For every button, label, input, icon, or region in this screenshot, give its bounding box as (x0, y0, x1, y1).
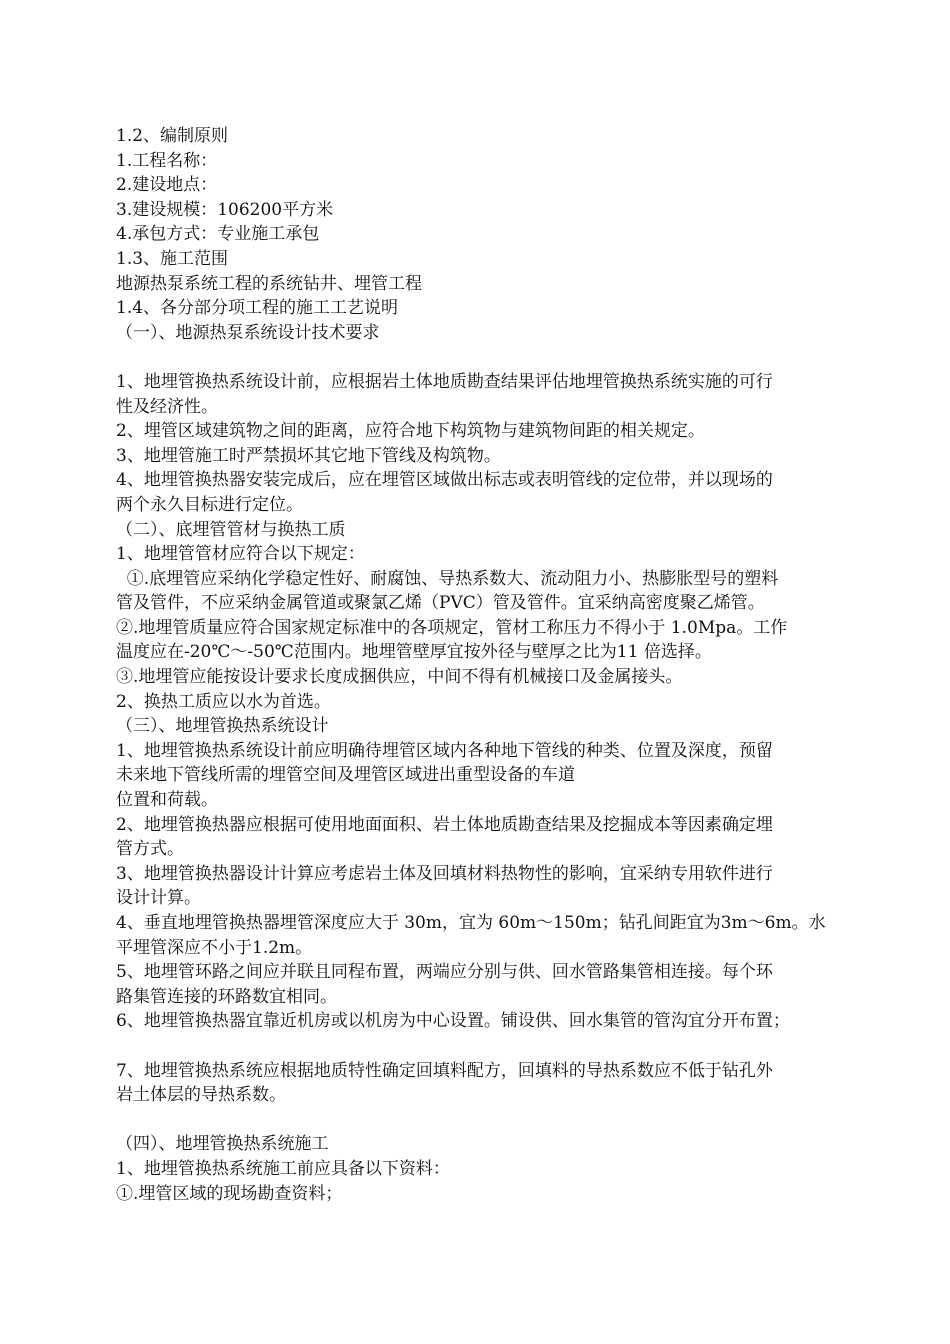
text-line: 未来地下管线所需的埋管空间及埋管区域进出重型设备的车道 (116, 765, 575, 786)
text-line: 1、地埋管管材应符合以下规定： (116, 544, 365, 565)
text-line: 4、地埋管换热器安装完成后，应在埋管区域做出标志或表明管线的定位带，并以现场的 (116, 470, 773, 491)
blank-line (116, 1034, 886, 1059)
subsection-heading-3: （三）、地埋管换热系统设计 (116, 716, 329, 737)
text-line: 2、地埋管换热器应根据可使用地面面积、岩土体地质勘查结果及挖掘成本等因素确定埋 (116, 814, 773, 835)
text-line: 3.建设规模：106200平方米 (116, 199, 334, 220)
text-line: ①.埋管区域的现场勘查资料； (116, 1183, 343, 1204)
text-line: 岩土体层的导热系数。 (116, 1085, 286, 1106)
text-line: 7、地埋管换热系统应根据地质特性确定回填料配方，回填料的导热系数应不低于钻孔外 (116, 1060, 773, 1081)
text-line: 1、地埋管换热系统施工前应具备以下资料： (116, 1158, 450, 1179)
text-line: 1、地埋管换热系统设计前，应根据岩土体地质勘查结果评估地埋管换热系统实施的可行 (116, 371, 773, 392)
blank-line (116, 345, 886, 370)
text-line: 6、地埋管换热器宜靠近机房或以机房为中心设置。铺设供、回水集管的管沟宜分开布置； (116, 1011, 790, 1032)
text-line: 2.建设地点： (116, 175, 218, 196)
text-line: 3、地埋管施工时严禁损坏其它地下管线及构筑物。 (116, 445, 501, 466)
subsection-heading-2: （二）、底埋管管材与换热工质 (116, 519, 346, 540)
text-line: 1.工程名称： (116, 150, 218, 171)
document-body (116, 124, 886, 1206)
text-line: 温度应在-20℃～-50℃范围内。地埋管壁厚宜按外径与壁厚之比为11 倍选择。 (116, 642, 712, 663)
text-line: 两个永久目标进行定位。 (116, 494, 303, 515)
text-line: 平埋管深应不小于1.2m。 (116, 937, 313, 958)
text-line: 地源热泵系统工程的系统钻井、埋管工程 (116, 273, 422, 294)
text-line: 路集管连接的环路数宜相同。 (116, 986, 337, 1007)
section-heading-1-3: 1.3、施工范围 (116, 248, 229, 269)
text-line: 2、埋管区域建筑物之间的距离，应符合地下构筑物与建筑物间距的相关规定。 (116, 421, 705, 442)
text-line: 设计计算。 (116, 888, 201, 909)
text-line: ②.地埋管质量应符合国家规定标准中的各项规定，管材工称压力不得小于 1.0Mpa。工作 (116, 617, 788, 638)
text-line: 4.承包方式：专业施工承包 (116, 224, 320, 245)
text-line: 位置和荷载。 (116, 790, 218, 811)
text-line: 1、地埋管换热系统设计前应明确待埋管区域内各种地下管线的种类、位置及深度，预留 (116, 740, 773, 761)
text-line: ①.底埋管应采纳化学稳定性好、耐腐蚀、导热系数大、流动阻力小、热膨胀型号的塑料 (116, 568, 779, 589)
text-line: 4、垂直地埋管换热器埋管深度应大于 30m，宜为 60m～150m；钻孔间距宜为3m～6m。水 (116, 913, 826, 933)
text-line: ③.地埋管应能按设计要求长度成捆供应，中间不得有机械接口及金属接头。 (116, 667, 683, 688)
subsection-heading-4: （四）、地埋管换热系统施工 (116, 1134, 329, 1155)
blank-line (116, 1108, 886, 1133)
text-line: 性及经济性。 (116, 396, 218, 417)
section-heading-1-2: 1.2、编制原则 (116, 126, 229, 146)
text-line: 管及管件，不应采纳金属管道或聚氯乙烯（PVC）管及管件。宜采纳高密度聚乙烯管。 (116, 593, 765, 614)
section-heading-1-4: 1.4、各分部分项工程的施工工艺说明 (116, 298, 399, 319)
subsection-heading-1: （一）、地源热泵系统设计技术要求 (116, 322, 380, 343)
text-line: 3、地埋管换热器设计计算应考虑岩土体及回填材料热物性的影响，宜采纳专用软件进行 (116, 863, 773, 884)
text-line: 2、换热工质应以水为首选。 (116, 691, 331, 712)
text-line: 管方式。 (116, 839, 184, 860)
text-line: 5、地埋管环路之间应并联且同程布置，两端应分别与供、回水管路集管相连接。每个环 (116, 962, 773, 983)
